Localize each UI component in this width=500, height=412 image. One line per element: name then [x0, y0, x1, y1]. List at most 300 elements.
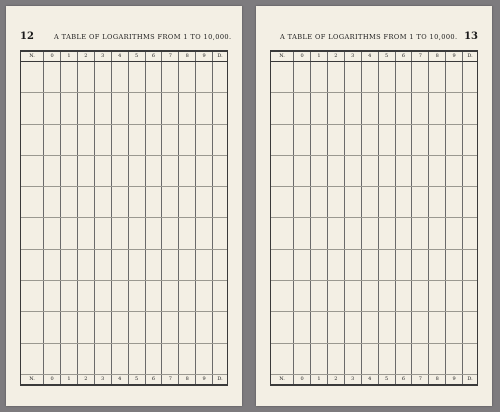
- table-cell: [179, 343, 196, 359]
- table-cell: [213, 234, 227, 250]
- table-cell: [446, 155, 463, 171]
- col-footer-3: 3: [344, 375, 361, 385]
- table-row: [271, 296, 477, 312]
- table-cell: [179, 249, 196, 265]
- left-page-header: [20, 31, 232, 45]
- table-row: [21, 280, 227, 296]
- table-cell: [294, 108, 311, 124]
- table-cell: [311, 62, 328, 78]
- table-cell: [294, 187, 311, 203]
- table-cell: [213, 62, 227, 78]
- table-cell: [429, 280, 446, 296]
- table-cell: [429, 187, 446, 203]
- table-cell: [111, 265, 128, 281]
- right-page-header: [270, 31, 478, 45]
- table-cell: [111, 218, 128, 234]
- table-cell: [463, 77, 477, 93]
- table-cell: [213, 140, 227, 156]
- table-cell: [429, 202, 446, 218]
- table-cell: [429, 171, 446, 187]
- table-row: [21, 77, 227, 93]
- table-cell: [311, 108, 328, 124]
- table-cell: [61, 171, 78, 187]
- right-logarithm-table: [270, 50, 478, 386]
- table-cell: [311, 296, 328, 312]
- table-cell: [77, 312, 94, 328]
- table-row: [21, 327, 227, 343]
- table-row: [271, 218, 477, 234]
- table-cell: [361, 296, 378, 312]
- table-cell: [294, 265, 311, 281]
- table-cell: [162, 265, 179, 281]
- table-cell: [412, 108, 429, 124]
- table-cell: [344, 234, 361, 250]
- table-cell: [94, 202, 111, 218]
- col-footer-9: 9: [196, 375, 213, 385]
- table-cell: [378, 343, 395, 359]
- table-cell: [463, 124, 477, 140]
- col-header-0: 0: [294, 52, 311, 62]
- table-row: [21, 234, 227, 250]
- table-row: [21, 93, 227, 109]
- table-cell: [196, 312, 213, 328]
- col-header-d: D.: [463, 52, 477, 62]
- table-cell: [61, 327, 78, 343]
- table-cell: [446, 265, 463, 281]
- table-cell: [395, 234, 412, 250]
- table-cell: [429, 265, 446, 281]
- table-cell: [111, 77, 128, 93]
- table-cell: [179, 140, 196, 156]
- table-cell: [77, 280, 94, 296]
- table-cell: [44, 62, 61, 78]
- table-cell: [463, 280, 477, 296]
- table-cell: [44, 249, 61, 265]
- table-cell: [446, 140, 463, 156]
- col-header-7: 7: [412, 52, 429, 62]
- table-cell: [446, 327, 463, 343]
- table-cell: [395, 359, 412, 375]
- table-cell: [61, 202, 78, 218]
- col-header-2: 2: [77, 52, 94, 62]
- table-cell: [378, 140, 395, 156]
- table-cell: [412, 249, 429, 265]
- table-cell: [179, 155, 196, 171]
- table-cell: [128, 77, 145, 93]
- left-running-title: A TABLE OF LOGARITHMS FROM 1 TO 10,000.: [54, 33, 232, 41]
- table-cell: [412, 187, 429, 203]
- table-cell: [344, 343, 361, 359]
- table-cell: [111, 249, 128, 265]
- table-cell: [44, 77, 61, 93]
- table-cell: [145, 171, 162, 187]
- table-cell: [446, 202, 463, 218]
- col-header-9: 9: [196, 52, 213, 62]
- col-footer-0: 0: [294, 375, 311, 385]
- table-cell: [429, 312, 446, 328]
- table-cell: [327, 296, 344, 312]
- table-cell: [44, 202, 61, 218]
- table-cell: [128, 234, 145, 250]
- table-cell: [327, 327, 344, 343]
- col-footer-6: 6: [395, 375, 412, 385]
- table-row: [21, 343, 227, 359]
- table-cell: [412, 171, 429, 187]
- table-cell: [179, 280, 196, 296]
- right-table-body: [271, 62, 477, 375]
- table-cell: [361, 77, 378, 93]
- table-cell: [111, 140, 128, 156]
- table-cell: [412, 77, 429, 93]
- table-cell: [463, 93, 477, 109]
- table-cell: [111, 234, 128, 250]
- table-cell: [412, 296, 429, 312]
- table-cell: [311, 359, 328, 375]
- table-cell: [327, 312, 344, 328]
- table-cell: [111, 280, 128, 296]
- table-cell: [361, 171, 378, 187]
- table-cell: [94, 62, 111, 78]
- table-cell: [378, 359, 395, 375]
- table-row: [21, 359, 227, 375]
- table-cell: [77, 234, 94, 250]
- table-cell: [61, 249, 78, 265]
- table-cell: [77, 171, 94, 187]
- table-row: [21, 171, 227, 187]
- table-cell: [446, 249, 463, 265]
- table-cell: [271, 218, 294, 234]
- table-cell: [327, 108, 344, 124]
- table-cell: [311, 124, 328, 140]
- table-cell: [271, 171, 294, 187]
- table-cell: [294, 171, 311, 187]
- table-cell: [271, 202, 294, 218]
- table-cell: [446, 343, 463, 359]
- table-cell: [162, 171, 179, 187]
- table-cell: [213, 155, 227, 171]
- table-cell: [344, 280, 361, 296]
- table-cell: [378, 77, 395, 93]
- table-cell: [412, 218, 429, 234]
- table-cell: [77, 249, 94, 265]
- table-cell: [378, 171, 395, 187]
- table-cell: [179, 265, 196, 281]
- table-cell: [196, 343, 213, 359]
- table-cell: [378, 327, 395, 343]
- table-cell: [395, 202, 412, 218]
- table-cell: [21, 77, 44, 93]
- table-cell: [196, 359, 213, 375]
- table-cell: [94, 265, 111, 281]
- table-cell: [294, 296, 311, 312]
- table-cell: [395, 140, 412, 156]
- col-footer-1: 1: [311, 375, 328, 385]
- table-cell: [179, 93, 196, 109]
- table-cell: [311, 155, 328, 171]
- col-header-3: 3: [344, 52, 361, 62]
- table-cell: [395, 265, 412, 281]
- table-cell: [463, 312, 477, 328]
- table-cell: [378, 218, 395, 234]
- table-cell: [21, 202, 44, 218]
- table-cell: [311, 265, 328, 281]
- table-cell: [128, 359, 145, 375]
- table-cell: [44, 359, 61, 375]
- table-cell: [196, 218, 213, 234]
- table-row: [271, 77, 477, 93]
- col-footer-8: 8: [179, 375, 196, 385]
- table-cell: [344, 171, 361, 187]
- left-page-number: 12: [20, 31, 34, 42]
- table-cell: [395, 312, 412, 328]
- table-cell: [213, 343, 227, 359]
- table-cell: [145, 327, 162, 343]
- table-cell: [145, 234, 162, 250]
- table-cell: [412, 343, 429, 359]
- col-footer-d: D.: [213, 375, 227, 385]
- table-row: [271, 108, 477, 124]
- table-cell: [162, 343, 179, 359]
- table-row: [271, 359, 477, 375]
- table-cell: [311, 140, 328, 156]
- table-cell: [463, 249, 477, 265]
- table-cell: [294, 93, 311, 109]
- table-cell: [463, 343, 477, 359]
- table-cell: [162, 218, 179, 234]
- table-cell: [196, 265, 213, 281]
- table-cell: [196, 280, 213, 296]
- table-cell: [446, 234, 463, 250]
- col-header-d: D.: [213, 52, 227, 62]
- table-cell: [111, 62, 128, 78]
- table-cell: [446, 359, 463, 375]
- col-footer-n: N.: [21, 375, 44, 385]
- col-footer-2: 2: [327, 375, 344, 385]
- table-cell: [61, 312, 78, 328]
- table-cell: [196, 77, 213, 93]
- table-cell: [94, 327, 111, 343]
- col-header-6: 6: [395, 52, 412, 62]
- col-footer-1: 1: [61, 375, 78, 385]
- table-cell: [44, 155, 61, 171]
- table-cell: [344, 202, 361, 218]
- table-cell: [21, 343, 44, 359]
- table-cell: [213, 108, 227, 124]
- table-cell: [311, 312, 328, 328]
- table-cell: [311, 234, 328, 250]
- table-cell: [162, 249, 179, 265]
- table-cell: [44, 108, 61, 124]
- table-cell: [196, 124, 213, 140]
- table-cell: [179, 77, 196, 93]
- table-cell: [145, 202, 162, 218]
- table-cell: [162, 234, 179, 250]
- table-cell: [271, 77, 294, 93]
- table-cell: [463, 359, 477, 375]
- table-cell: [463, 171, 477, 187]
- table-cell: [145, 312, 162, 328]
- table-cell: [327, 155, 344, 171]
- table-cell: [271, 93, 294, 109]
- table-cell: [61, 343, 78, 359]
- table-cell: [61, 234, 78, 250]
- table-cell: [271, 249, 294, 265]
- col-header-9: 9: [446, 52, 463, 62]
- table-cell: [344, 140, 361, 156]
- table-cell: [412, 234, 429, 250]
- table-row: [21, 140, 227, 156]
- table-cell: [344, 218, 361, 234]
- right-page: [256, 6, 492, 406]
- table-cell: [196, 234, 213, 250]
- table-cell: [196, 187, 213, 203]
- table-cell: [412, 93, 429, 109]
- table-cell: [21, 312, 44, 328]
- table-cell: [213, 312, 227, 328]
- table-row: [21, 296, 227, 312]
- table-cell: [145, 108, 162, 124]
- table-cell: [395, 218, 412, 234]
- table-cell: [412, 327, 429, 343]
- table-cell: [21, 108, 44, 124]
- table-cell: [94, 249, 111, 265]
- left-page: [6, 6, 242, 406]
- table-cell: [61, 359, 78, 375]
- table-row: [271, 62, 477, 78]
- table-cell: [361, 249, 378, 265]
- table-cell: [145, 359, 162, 375]
- table-cell: [94, 77, 111, 93]
- table-cell: [128, 249, 145, 265]
- table-cell: [61, 93, 78, 109]
- col-header-3: 3: [94, 52, 111, 62]
- table-cell: [294, 234, 311, 250]
- table-cell: [361, 108, 378, 124]
- table-row: [271, 171, 477, 187]
- table-cell: [446, 218, 463, 234]
- table-cell: [395, 343, 412, 359]
- table-cell: [145, 93, 162, 109]
- table-cell: [412, 312, 429, 328]
- table-cell: [344, 187, 361, 203]
- table-cell: [21, 265, 44, 281]
- table-cell: [111, 187, 128, 203]
- table-row: [21, 155, 227, 171]
- table-cell: [179, 296, 196, 312]
- table-cell: [311, 218, 328, 234]
- table-cell: [271, 62, 294, 78]
- table-cell: [162, 140, 179, 156]
- table-cell: [44, 265, 61, 281]
- table-cell: [361, 265, 378, 281]
- table-cell: [294, 77, 311, 93]
- table-cell: [429, 155, 446, 171]
- table-cell: [196, 296, 213, 312]
- col-header-5: 5: [128, 52, 145, 62]
- table-cell: [412, 280, 429, 296]
- table-cell: [61, 155, 78, 171]
- col-header-1: 1: [61, 52, 78, 62]
- table-cell: [344, 124, 361, 140]
- table-cell: [94, 93, 111, 109]
- table-row: [271, 155, 477, 171]
- table-cell: [429, 249, 446, 265]
- table-cell: [179, 108, 196, 124]
- col-header-7: 7: [162, 52, 179, 62]
- table-cell: [61, 140, 78, 156]
- table-cell: [128, 124, 145, 140]
- table-cell: [271, 234, 294, 250]
- table-cell: [463, 234, 477, 250]
- table-cell: [446, 77, 463, 93]
- table-cell: [327, 77, 344, 93]
- table-cell: [271, 343, 294, 359]
- table-cell: [145, 124, 162, 140]
- table-cell: [327, 62, 344, 78]
- table-cell: [111, 327, 128, 343]
- table-cell: [327, 359, 344, 375]
- table-cell: [213, 124, 227, 140]
- table-cell: [196, 155, 213, 171]
- table-cell: [213, 249, 227, 265]
- table-cell: [162, 280, 179, 296]
- table-cell: [196, 249, 213, 265]
- table-cell: [429, 296, 446, 312]
- table-cell: [128, 171, 145, 187]
- table-cell: [145, 343, 162, 359]
- table-cell: [327, 249, 344, 265]
- table-cell: [463, 202, 477, 218]
- table-cell: [77, 93, 94, 109]
- table-cell: [44, 187, 61, 203]
- table-cell: [77, 108, 94, 124]
- table-cell: [429, 234, 446, 250]
- table-cell: [294, 124, 311, 140]
- table-row: [271, 124, 477, 140]
- table-row: [21, 218, 227, 234]
- table-cell: [327, 187, 344, 203]
- table-cell: [196, 62, 213, 78]
- table-cell: [294, 359, 311, 375]
- table-cell: [128, 108, 145, 124]
- table-cell: [128, 202, 145, 218]
- table-cell: [429, 77, 446, 93]
- table-cell: [21, 218, 44, 234]
- table-cell: [271, 296, 294, 312]
- table-cell: [162, 202, 179, 218]
- table-cell: [412, 265, 429, 281]
- table-cell: [271, 312, 294, 328]
- table-cell: [412, 359, 429, 375]
- table-cell: [311, 343, 328, 359]
- left-table-footer: [21, 375, 227, 385]
- table-cell: [128, 327, 145, 343]
- table-cell: [361, 234, 378, 250]
- table-cell: [94, 124, 111, 140]
- table-cell: [94, 359, 111, 375]
- table-cell: [162, 62, 179, 78]
- table-cell: [145, 249, 162, 265]
- table-cell: [111, 296, 128, 312]
- col-footer-7: 7: [412, 375, 429, 385]
- table-cell: [21, 187, 44, 203]
- col-header-4: 4: [361, 52, 378, 62]
- table-cell: [395, 187, 412, 203]
- table-cell: [378, 187, 395, 203]
- table-cell: [344, 312, 361, 328]
- col-footer-8: 8: [429, 375, 446, 385]
- table-cell: [395, 280, 412, 296]
